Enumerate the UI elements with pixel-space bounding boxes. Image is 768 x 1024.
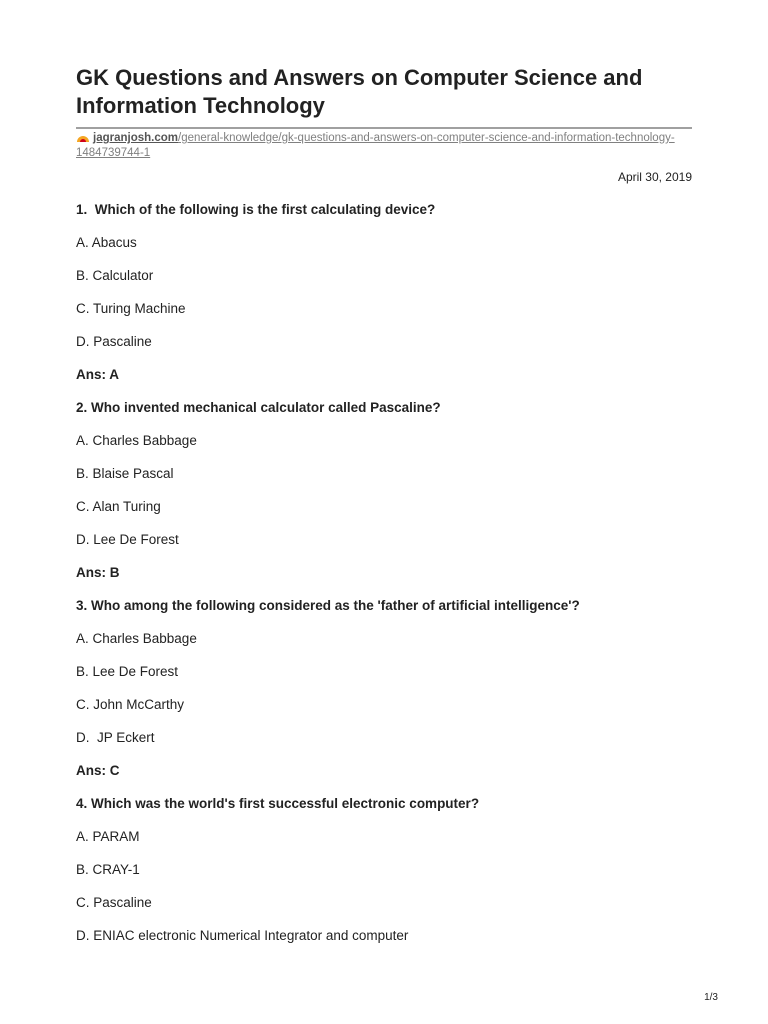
question-3-option-d: D. JP Eckert	[76, 730, 155, 745]
source-domain[interactable]: jagranjosh.com	[93, 132, 178, 144]
question-4-option-d: D. ENIAC electronic Numerical Integrator and computer	[76, 928, 409, 943]
question-3-answer: Ans: C	[76, 763, 120, 778]
question-3-option-a: A. Charles Babbage	[76, 631, 197, 646]
question-1-answer: Ans: A	[76, 367, 119, 382]
title-divider	[76, 127, 692, 129]
question-1-option-c: C. Turing Machine	[76, 301, 186, 316]
question-3-option-b: B. Lee De Forest	[76, 664, 179, 679]
source-link[interactable]	[76, 131, 692, 161]
page-title: GK Questions and Answers on Computer Science and Information Technology	[76, 65, 643, 118]
source-path[interactable]: /general-knowledge/gk-questions-and-answers-on-computer-science-and-information-technology-1484739744-1	[76, 132, 675, 159]
question-1-option-d: D. Pascaline	[76, 334, 152, 349]
question-2: 2. Who invented mechanical calculator called Pascaline?	[76, 400, 441, 415]
question-1: 1. Which of the following is the first calculating device?	[76, 202, 436, 217]
question-2-option-c: C. Alan Turing	[76, 499, 161, 514]
question-2-option-b: B. Blaise Pascal	[76, 466, 174, 481]
question-4: 4. Which was the world's first successful electronic computer?	[76, 796, 480, 811]
publish-date: April 30, 2019	[617, 170, 692, 184]
question-4-option-c: C. Pascaline	[76, 895, 152, 910]
question-2-answer: Ans: B	[76, 565, 120, 580]
page-number: 1/3	[704, 992, 718, 1003]
question-2-option-a: A. Charles Babbage	[76, 433, 197, 448]
jagranjosh-logo-icon	[76, 133, 90, 142]
question-4-option-b: B. CRAY-1	[76, 862, 140, 877]
question-3-option-c: C. John McCarthy	[76, 697, 185, 712]
question-1-option-b: B. Calculator	[76, 268, 154, 283]
question-2-option-d: D. Lee De Forest	[76, 532, 179, 547]
question-1-option-a: A. Abacus	[76, 235, 137, 250]
question-3: 3. Who among the following considered as the 'father of artificial intelligence'?	[76, 598, 580, 613]
question-4-option-a: A. PARAM	[76, 829, 140, 844]
